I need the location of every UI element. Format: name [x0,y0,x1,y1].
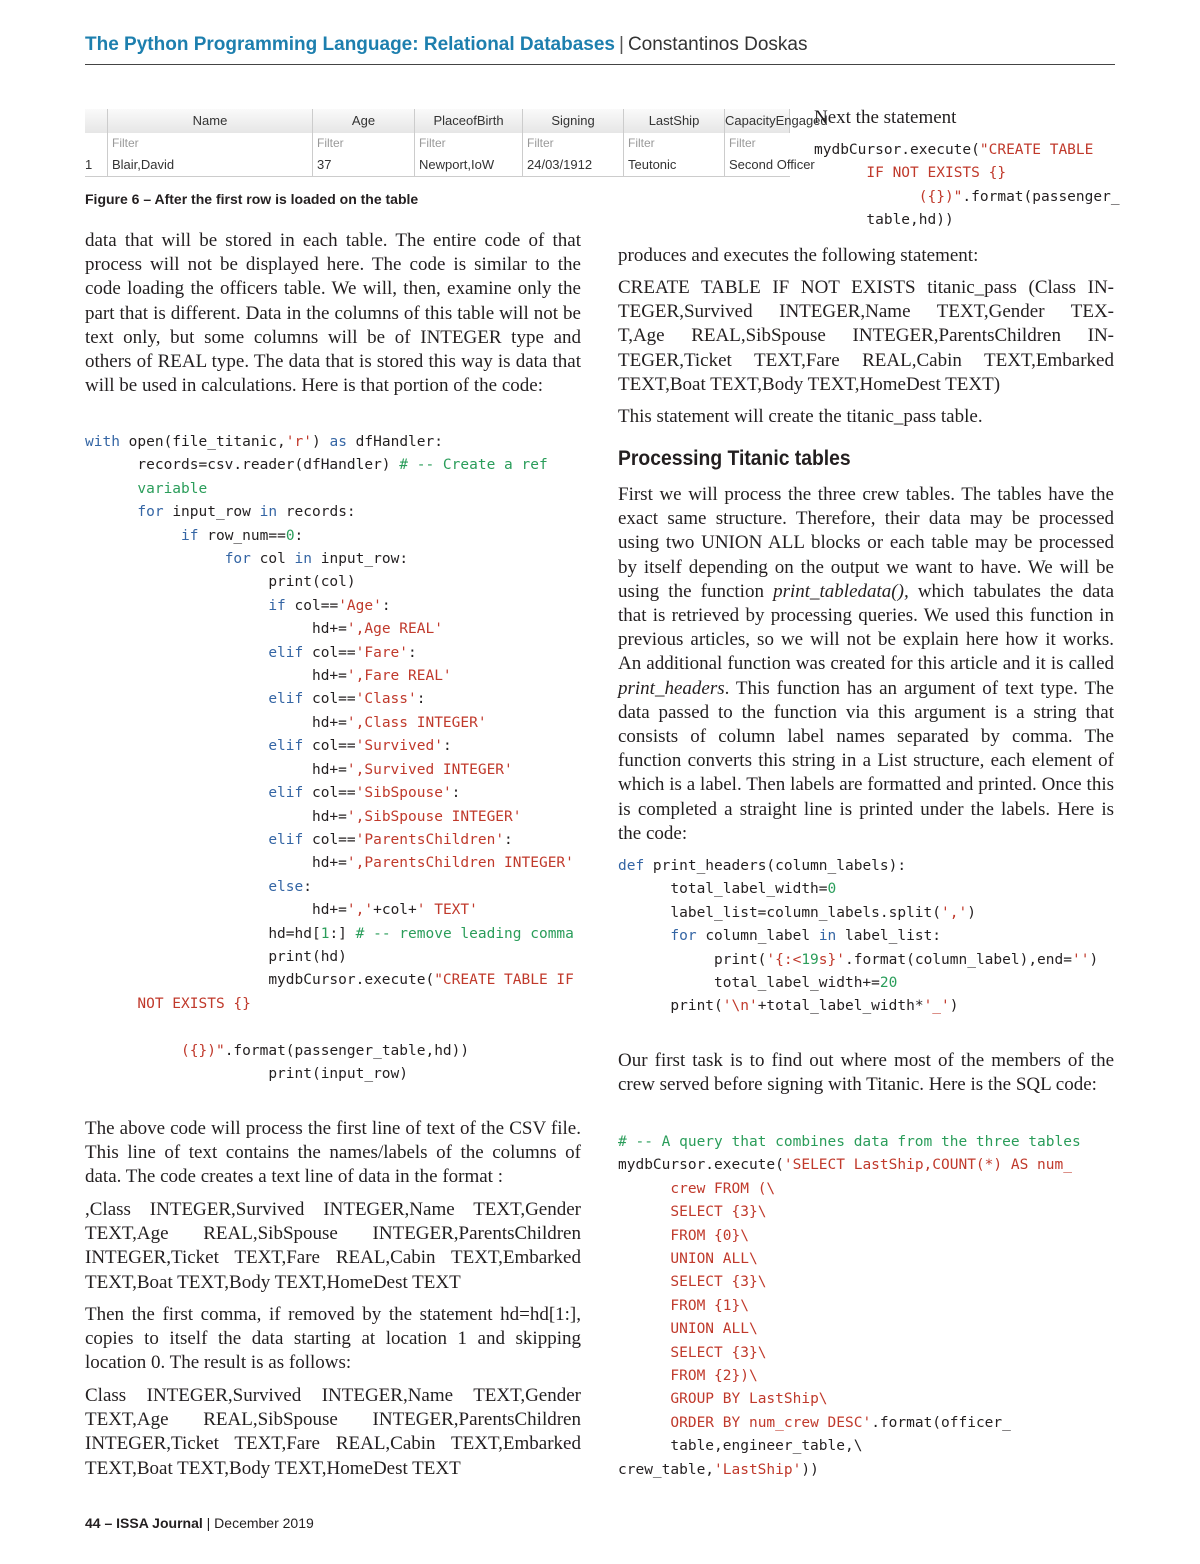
cell-name[interactable]: Blair,David [107,154,312,176]
format-line-3: INTEGER,Ticket TEXT,Fare REAL,Cabin TEXT,Embarked [85,1247,581,1268]
left-paragraph-4: Then the first comma, if removed by the statement hd=hd[1:], copies to itself the data starting at location 1 and skipping location 0. The result is as follows: [85,1304,581,1374]
create-line-4: TEGER,Ticket TEXT,Fare REAL,Cabin TEXT,Embarked [618,350,1114,371]
footer-separator: | [206,1515,211,1531]
figure-caption: Figure 6 – After the first row is loaded on the table [85,191,419,207]
row-number-header [85,109,107,133]
create-line-2: TEGER,Survived INTEGER,Name TEXT,Gender TEX- [618,301,1114,322]
format-line-2: TEXT,Age REAL,SibSpouse INTEGER,ParentsChildren [85,1223,581,1244]
code-block-create-statement: mydbCursor.execute("CREATE TABLE IF NOT EXISTS {} ({})".format(passenger_ table,hd)) [814,142,1120,229]
code-block-print-headers: def print_headers(column_labels): total_label_width=0 label_list=column_labels.split(',') for column_label in label_list: print('{:<19s}'.format(column_label),end='') total_label_width+=20 print('\n'+total_label_width*'_') [618,858,1099,1015]
column-header-placeofbirth[interactable]: PlaceofBirth [414,109,522,133]
filter-input-name[interactable]: Filter [107,133,312,154]
result-line-2: TEXT,Age REAL,SibSpouse INTEGER,ParentsChildren [85,1409,581,1430]
table-row[interactable] [85,154,815,177]
journal-article-title: The Python Programming Language: Relational Databases [85,34,615,55]
running-header [85,34,807,56]
filter-input-capacityengaged[interactable]: Filter [724,133,869,154]
header-rule [85,64,1115,65]
cell-lastship[interactable]: Teutonic [623,154,724,176]
section-heading: Processing Titanic tables [618,447,851,470]
column-header-age[interactable]: Age [312,109,414,133]
code-block-load-titanic: with open(file_titanic,'r') as dfHandler: records=csv.reader(dfHandler) # -- Create a ref variable for input_row in records: if row_num==0: for col in input_row: print(col) if col=='Age': hd+=',Age REAL' elif col=='Fare': hd+=',Fare REAL' elif col=='Class': hd+=',Class INTEGER' elif col=='Survived': hd+=',Survived INTEGER' elif col=='SibSpouse': hd+=',SibSpouse INTEGER' elif col=='ParentsChildren': hd+=',ParentsChildren INTEGER' else: hd+=','+col+' TEXT' hd=hd[1:] # -- remove leading comma print(hd) mydbCursor.execute("CREATE TABLE IF NOT EXISTS {} ({})".format(passenger_table,hd)) print(input_row) [85,434,574,1082]
process-text-c: . This function has an argument of text type. The data passed to the function via this argument is a string that consists of column label names separated by comma. The function converts this string in a List structure, each element of which is a label. Then labels are formatted and printed. Once this is completed a straight line is printed under the labels. Here is the code: [618,677,1114,844]
column-header-capacityengaged[interactable]: CapacityEngaged [724,109,790,133]
right-intro: Next the statement [814,107,957,128]
create-line-3: T,Age REAL,SibSpouse INTEGER,ParentsChildren IN- [618,325,1114,346]
column-header-name[interactable]: Name [107,109,312,133]
column-header-signing[interactable]: Signing [522,109,623,133]
code-block-sql-query: # -- A query that combines data from the three tables mydbCursor.execute('SELECT LastShip,COUNT(*) AS num_ crew FROM (\ SELECT {3}\ FROM {0}\ UNION ALL\ SELECT {3}\ FROM {1}\ UNION ALL\ SELECT {3}\ FROM {2})\ GROUP BY LastShip\ ORDER BY num_crew DESC'.format(officer_ table,engineer_table,\ crew_table,'LastShip')) [618,1134,1081,1478]
author-name: Constantinos Doskas [627,34,808,55]
create-line-5: TEXT,Boat TEXT,Body TEXT,HomeDest TEXT) [618,374,1001,395]
filter-input-placeofbirth[interactable]: Filter [414,133,522,154]
cell-signing[interactable]: 24/03/1912 [522,154,623,176]
create-line-1: CREATE TABLE IF NOT EXISTS titanic_pass (Class IN- [618,277,1114,298]
format-line-4: TEXT,Boat TEXT,Body TEXT,HomeDest TEXT [85,1272,461,1293]
filter-input-lastship[interactable]: Filter [623,133,724,154]
table-header-row [85,109,828,134]
cell-capacityengaged[interactable]: Second Officer [724,154,869,176]
right-paragraph-process [618,483,1114,846]
row-number-filter [85,133,107,154]
cell-placeofbirth[interactable]: Newport,IoW [414,154,522,176]
format-line-1: ,Class INTEGER,Survived INTEGER,Name TEXT,Gender [85,1199,581,1220]
right-paragraph-task: Our first task is to find out where most of the members of the crew served before signing with Titanic. Here is the SQL code: [618,1050,1114,1096]
header-separator: | [619,34,624,55]
row-number: 1 [85,157,93,172]
left-paragraph-2: The above code will process the first line of text of the CSV file. This line of text contains the names/labels of the columns of data. The code creates a text line of data in the format : [85,1118,581,1188]
column-header-lastship[interactable]: LastShip [623,109,724,133]
result-line-4: TEXT,Boat TEXT,Body TEXT,HomeDest TEXT [85,1458,461,1479]
result-line-3: INTEGER,Ticket TEXT,Fare REAL,Cabin TEXT,Embarked [85,1433,581,1454]
process-text-b: which tabulates the data that is retrieved by processing queries. We used this function in previous articles, so we will not be explain here how it works. An additional function was created for this article and it is called [618,580,1114,675]
right-paragraph-produces: produces and executes the following statement: [618,245,979,266]
filter-input-age[interactable]: Filter [312,133,414,154]
result-line-1: Class INTEGER,Survived INTEGER,Name TEXT,Gender [85,1385,581,1406]
page-number-journal: 44 – ISSA Journal [85,1515,203,1531]
left-paragraph-1: data that will be stored in each table. The entire code of that process will not be displayed here. The code is similar to the code loading the officers table. We will, then, examine only the part that is different. Data in the columns of this table will not be text only, but some columns will be of INTEGER type and others of REAL type. The data that is stored this way is data that will be used in calculations. Here is that portion of the code: [85,230,581,397]
page-footer [85,1515,314,1531]
function-name-print-tabledata: print_tabledata(), [773,580,909,602]
cell-age[interactable]: 37 [312,154,414,176]
filter-input-signing[interactable]: Filter [522,133,623,154]
function-name-print-headers: print_headers [618,677,725,699]
filter-row [85,133,790,155]
process-text-a: First we will process the three crew tables. The tables have the exact same structure. Therefore, their data may be processed using two UNION ALL blocks or each table may be processed by itself depending on the output we want to have. We will be using the function [618,484,1114,602]
right-paragraph-create: This statement will create the titanic_pass table. [618,406,983,427]
figure-table [85,109,828,179]
issue-date: December 2019 [214,1515,314,1531]
